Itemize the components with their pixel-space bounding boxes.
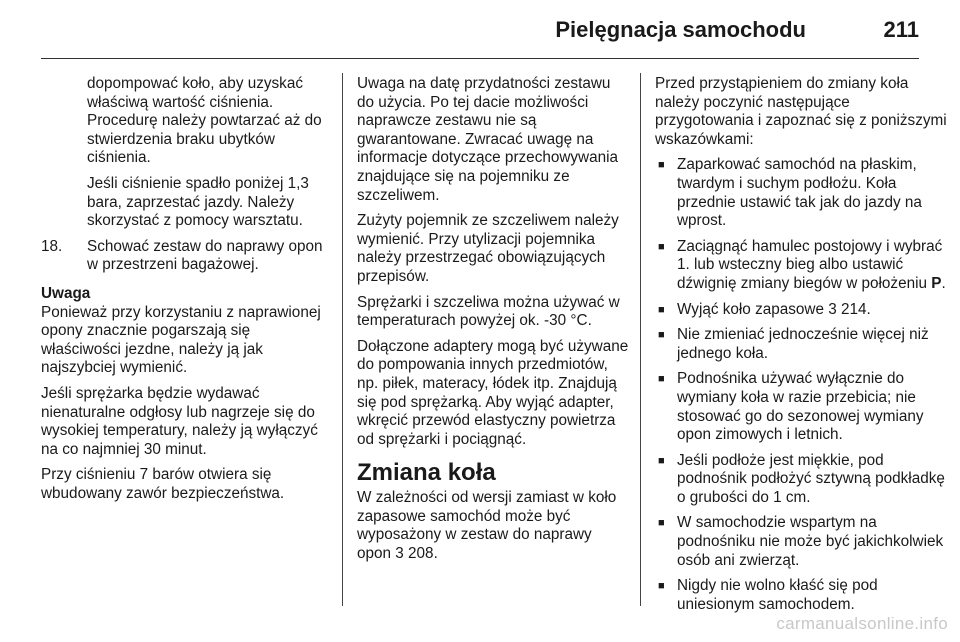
list-item [655,452,951,508]
bullet-icon: ■ [658,517,665,530]
note-paragraph: Ponieważ przy korzystaniu z naprawionej opony znacznie pogarszają się właściwości jezdne, należy ją jak najszybciej wymienić. [41,303,321,377]
list-item-text: Wyjąć koło zapasowe 3 214. [677,300,871,318]
note-paragraph: Jeśli sprężarka będzie wydawać nienaturalne odgłosy lub nagrzeje się do wysokiej temperatury, należy ją wyłączyć na co najmniej 30 minut. [41,384,318,458]
bullet-icon: ■ [658,329,665,342]
list-item-text: Zaciągnąć hamulec postojowy i wybrać 1. lub wsteczny bieg albo ustawić dźwignię zmiany biegów w położeniu P. [677,237,946,292]
bullet-icon: ■ [658,240,665,253]
paragraph: Sprężarki i szczeliwa można używać w temperaturach powyżej ok. -30 °C. [357,293,620,330]
bullet-icon: ■ [658,373,665,386]
list-item [655,370,951,444]
paragraph: dopompować koło, aby uzyskać właściwą wartość ciśnienia. Procedurę należy powtarzać aż do stwierdzenia braku ubytków ciśnienia. [87,75,322,167]
note-title: Uwaga [41,284,91,302]
step-text: Schować zestaw do naprawy opon w przestrzeni bagażowej. [87,237,323,274]
paragraph: Zużyty pojemnik ze szczeliwem należy wymienić. Przy utylizacji pojemnika należy przestrzegać obowiązujących przepisów. [357,212,619,285]
page-reference[interactable]: 208. [403,545,438,563]
bullet-icon: ■ [658,580,665,593]
page-reference[interactable]: 214. [836,300,871,318]
list-item-text: Nigdy nie wolno kłaść się pod uniesionym samochodem. [677,577,878,613]
step-18 [41,238,331,275]
column-divider-2 [640,73,641,606]
list-item-text: Podnośnika używać wyłącznie do wymiany koła w razie przebicia; nie stosować go do sezonowej wymiany opon zimowych i letnich. [677,370,924,444]
page-ref-arrow-icon: 3 [828,300,837,318]
paragraph: Dołączone adaptery mogą być używane do pompowania innych przedmiotów, np. piłek, materacy, łódek itp. Znajdują się pod sprężarką. Aby wyjąć adapter, wkręcić przewód elastyczny powietrza od sprężarki i pociągnąć. [357,337,629,448]
paragraph: W zależności od wersji zamiast w koło zapasowe samochód może być wyposażony w zestaw do naprawy opon 3 208. [357,489,617,563]
list-item [655,514,951,570]
note-paragraph: Przy ciśnieniu 7 barów otwiera się wbudowany zawór bezpieczeństwa. [41,466,285,502]
paragraph: Jeśli ciśnienie spadło poniżej 1,3 bara, zaprzestać jazdy. Należy skorzystać z pomocy warsztatu. [87,174,309,230]
gear-position-p: P [931,274,942,292]
header-divider [41,58,919,59]
list-item [655,238,951,294]
bullet-icon: ■ [658,159,665,172]
list-item [655,301,951,320]
list-item-text: W samochodzie wspartym na podnośniku nie może być jakichkolwiek osób ani zwierząt. [677,514,944,569]
column-2 [357,75,629,564]
watermark: carmanualsonline.info [776,614,948,633]
list-item-text: Jeśli podłoże jest miękkie, pod podnośnik podłożyć sztywną podkładkę o grubości do 1 cm. [677,451,945,506]
list-item [655,577,951,614]
bullet-icon: ■ [658,454,665,467]
column-3 [655,75,951,614]
list-item [655,326,951,363]
list-item-text: Zaparkować samochód na płaskim, twardym i suchym podłożu. Koła przednie ustawić tak jak do jazdy na wprost. [677,156,922,230]
column-1 [41,75,331,503]
section-heading: Zmiana koła [357,459,496,487]
column-divider-1 [342,73,343,606]
page-ref-arrow-icon: 3 [395,545,404,563]
list-item-text: Nie zmieniać jednocześnie więcej niż jednego koła. [677,326,929,362]
paragraph: Uwaga na datę przydatności zestawu do użycia. Po tej dacie możliwości naprawcze zestawu nie są gwarantowane. Zwracać uwagę na informacje dotyczące przechowywania znajdujące się na pojemniku ze szczeliwem. [357,75,619,204]
page-title: Pielęgnacja samochodu [555,17,806,42]
paragraph: Przed przystąpieniem do zmiany koła należy poczynić następujące przygotowania i zapoznać się z poniższymi wskazówkami: [655,75,947,148]
bullet-icon: ■ [658,303,665,316]
page-number: 211 [883,17,919,42]
list-item [655,156,951,230]
step-number: 18. [41,237,63,255]
